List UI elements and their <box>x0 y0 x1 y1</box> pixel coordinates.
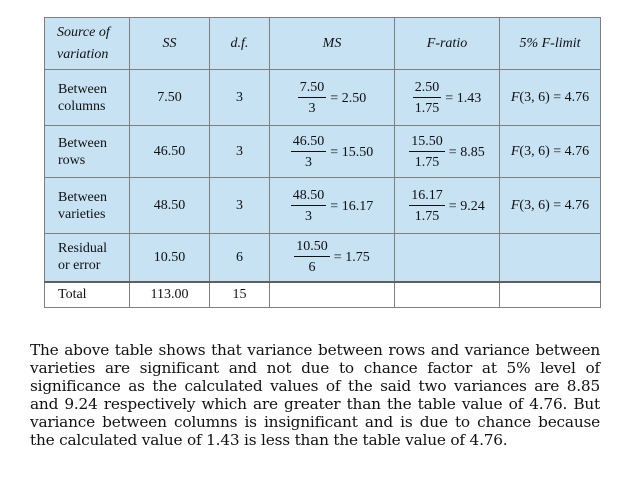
ms-cell <box>270 234 395 282</box>
df-cell: 6 <box>210 234 270 282</box>
ss-cell: 10.50 <box>130 234 210 282</box>
df-cell: 3 <box>210 178 270 234</box>
total-row <box>45 282 601 308</box>
total-fratio-empty <box>395 282 500 308</box>
source-cell: Between varieties <box>45 178 130 234</box>
flimit-cell: F(3, 6) = 4.76 <box>500 178 601 234</box>
total-ms-empty <box>270 282 395 308</box>
fratio-fraction: $\frac{2.50}{1.75}$ = 1.43 <box>414 79 482 116</box>
flimit-cell: F(3, 6) = 4.76 <box>500 126 601 178</box>
ms-fraction: $\frac{7.50}{3}$ = 2.50 <box>299 79 367 116</box>
ms-fraction: $\frac{46.50}{3}$ = 15.50 <box>292 133 374 170</box>
ss-cell: 48.50 <box>130 178 210 234</box>
total-df: 15 <box>210 282 270 308</box>
header-ss: SS <box>130 18 210 70</box>
explanation-paragraph: The above table shows that variance between rows and variance between varieties are significant and not due to chance factor at 5% level of significance as the calculated values of the said two variances are 8.85 and 9.24 respectively which are greater than the table value of 4.76. But variance between columns is insignificant and is due to chance because the calculated value of 1.43 is less than the table value of 4.76. <box>30 341 600 449</box>
flimit-cell: F(3, 6) = 4.76 <box>500 70 601 126</box>
header-ms: MS <box>270 18 395 70</box>
fratio-cell <box>395 70 500 126</box>
ss-cell: 46.50 <box>130 126 210 178</box>
total-label: Total <box>45 282 130 308</box>
fratio-cell <box>395 126 500 178</box>
header-flimit: 5% F-limit <box>500 18 601 70</box>
table-row <box>45 178 601 234</box>
flimit-cell-empty <box>500 234 601 282</box>
total-flimit-empty <box>500 282 601 308</box>
source-cell: Between rows <box>45 126 130 178</box>
ms-cell <box>270 178 395 234</box>
ms-fraction: $\frac{48.50}{3}$ = 16.17 <box>292 187 374 224</box>
header-df: d.f. <box>210 18 270 70</box>
df-cell: 3 <box>210 70 270 126</box>
header-fratio: F-ratio <box>395 18 500 70</box>
header-source: Source of variation <box>45 18 130 70</box>
ss-cell: 7.50 <box>130 70 210 126</box>
ms-cell <box>270 70 395 126</box>
source-cell: Residual or error <box>45 234 130 282</box>
fratio-fraction: $\frac{15.50}{1.75}$ = 8.85 <box>411 133 485 170</box>
source-cell: Between columns <box>45 70 130 126</box>
table-row <box>45 234 601 282</box>
fratio-fraction: $\frac{16.17}{1.75}$ = 9.24 <box>411 187 485 224</box>
table-row <box>45 70 601 126</box>
anova-table <box>44 17 601 308</box>
total-ss: 113.00 <box>130 282 210 308</box>
fratio-cell <box>395 178 500 234</box>
ms-cell <box>270 126 395 178</box>
ms-fraction: $\frac{10.50}{6}$ = 1.75 <box>296 239 370 276</box>
fratio-cell-empty <box>395 234 500 282</box>
table-row <box>45 126 601 178</box>
df-cell: 3 <box>210 126 270 178</box>
header-row <box>45 18 601 70</box>
